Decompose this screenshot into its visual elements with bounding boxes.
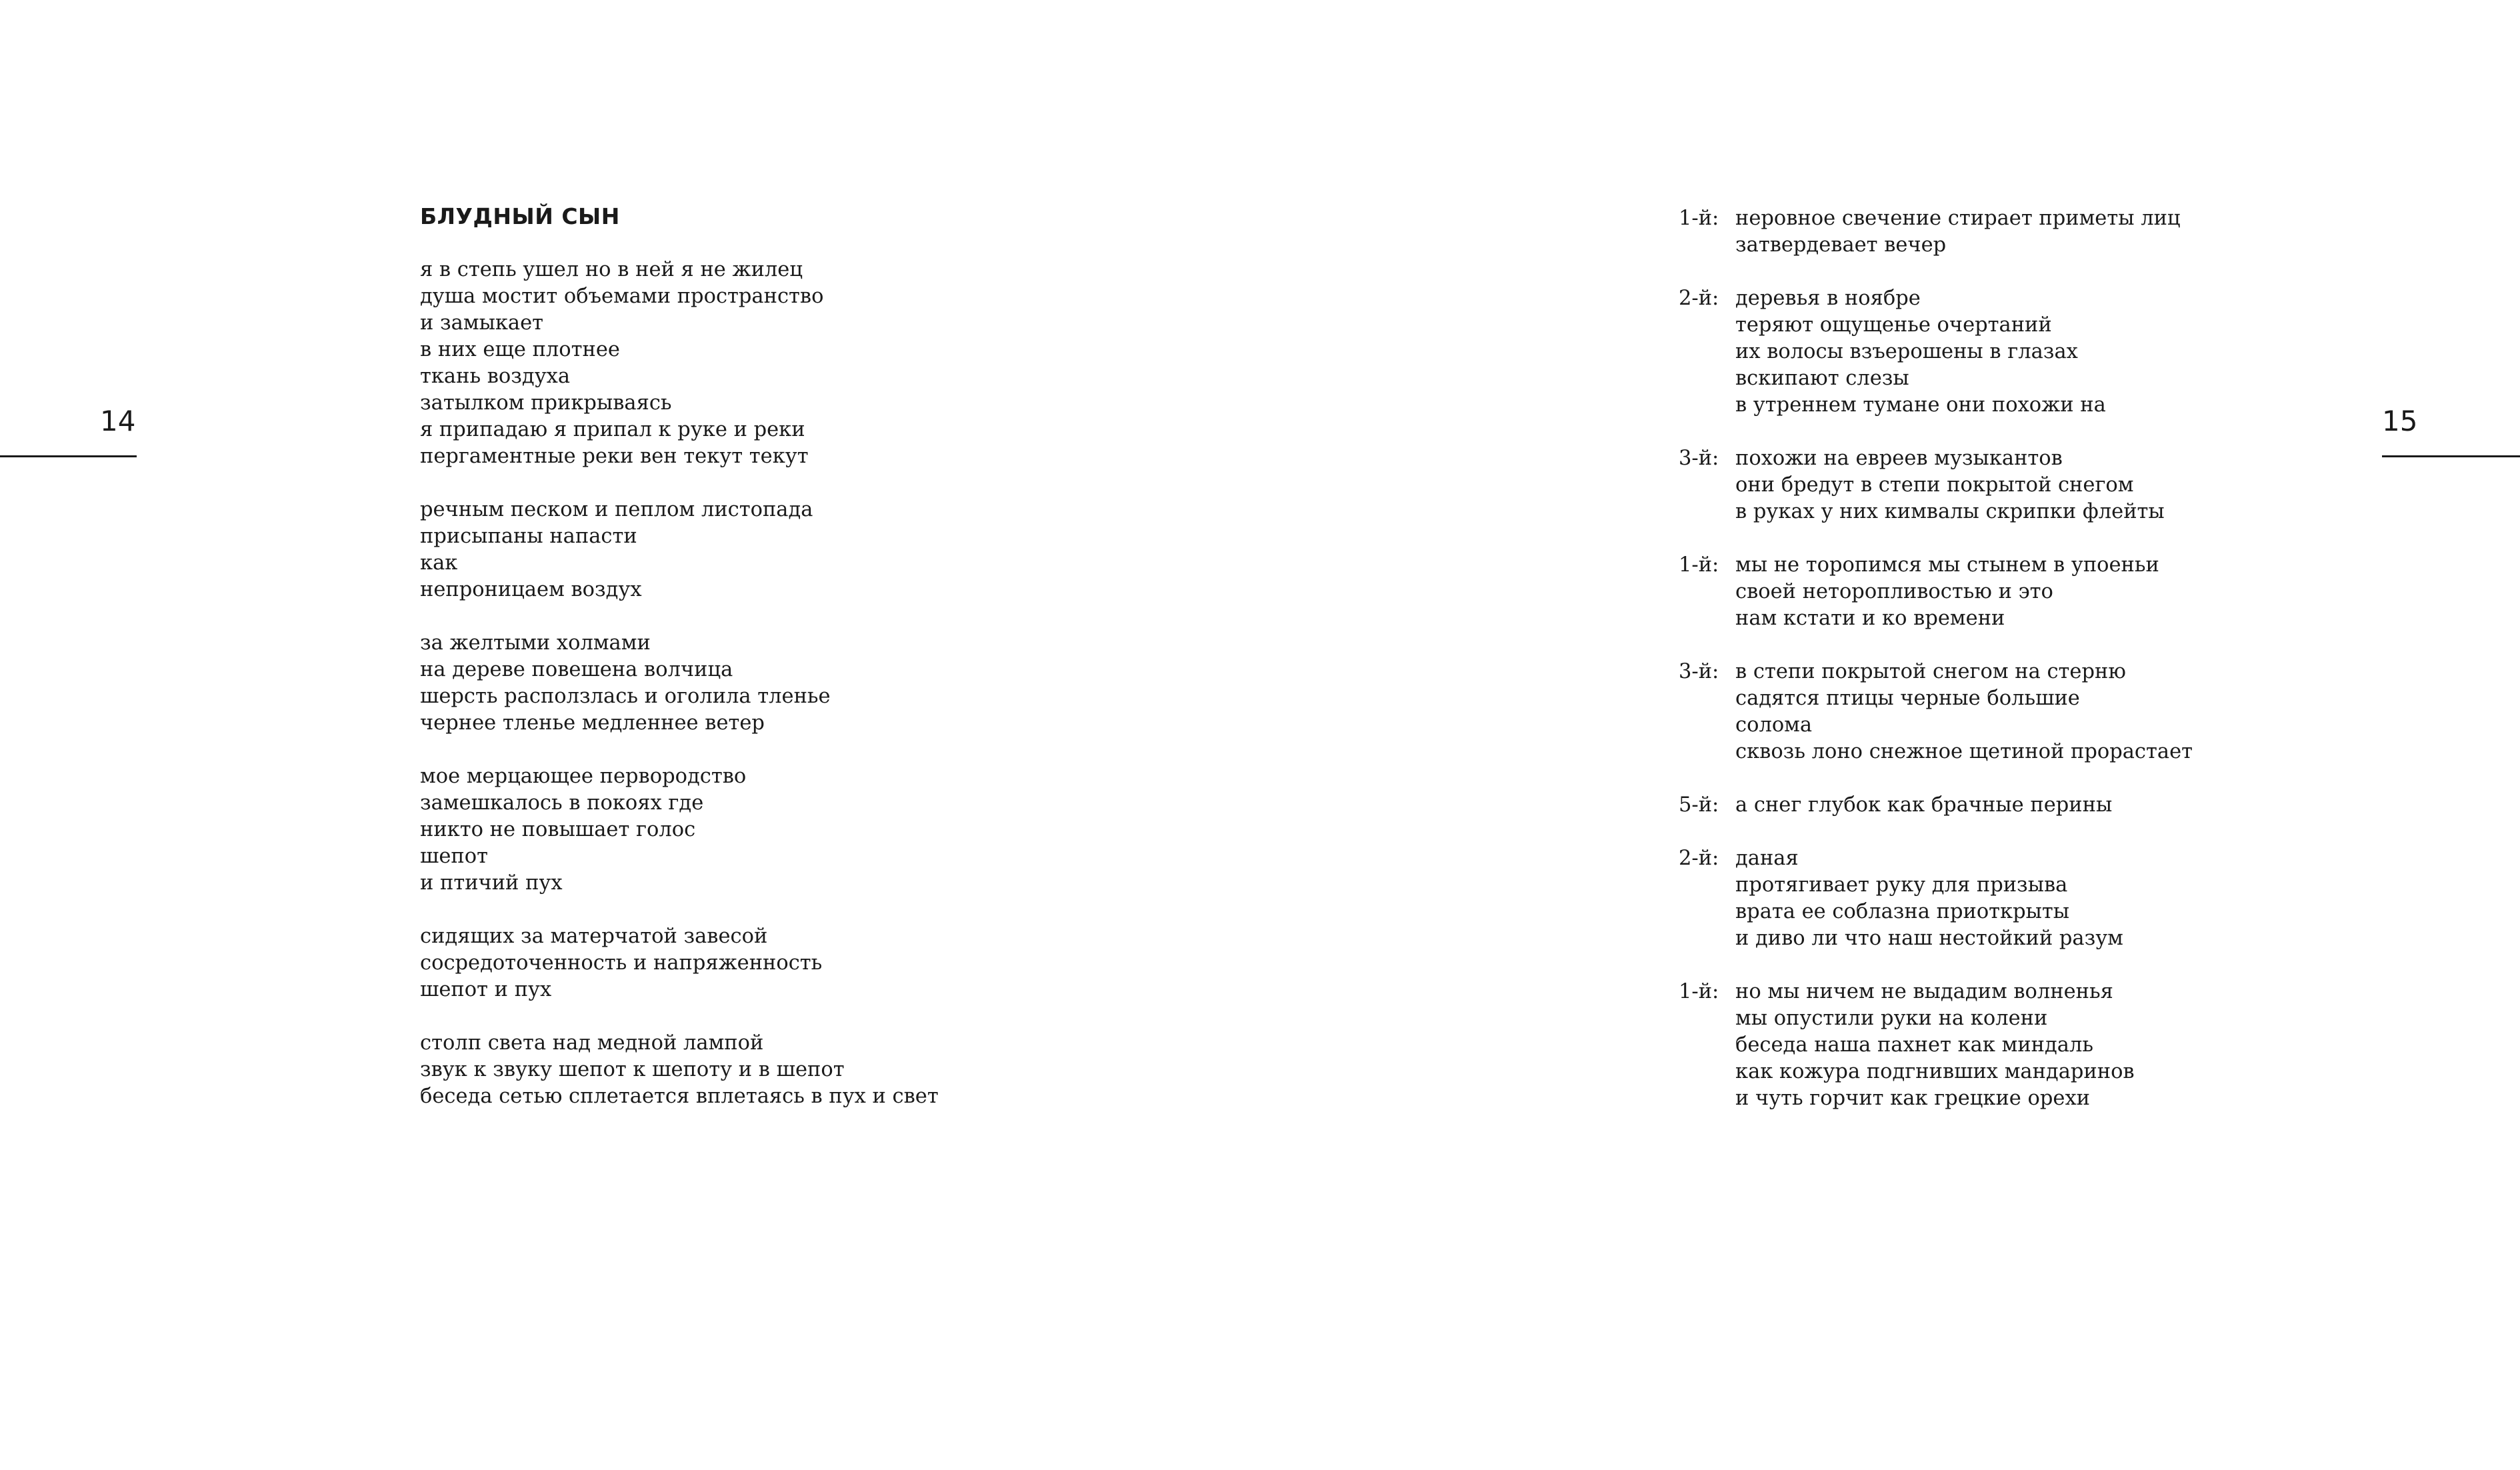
speech-line: и диво ли что наш нестойкий разум: [1735, 927, 2123, 950]
stanza: [420, 630, 1487, 737]
speech-line: сквозь лоно снежное щетиной прорастает: [1735, 740, 2193, 763]
poem-line: на дереве повешена волчица: [420, 658, 733, 681]
dialogue-entry: [1679, 285, 2372, 419]
speech-line: но мы ничем не выдадим волненья: [1735, 980, 2113, 1003]
dialogue-entry: [1679, 445, 2372, 525]
poem-line: столп света над медной лампой: [420, 1031, 764, 1055]
poem-line: в них еще плотнее: [420, 338, 620, 361]
speech-line: в степи покрытой снегом на стерню: [1735, 660, 2126, 683]
poem-line: я припадаю я припал к руке и реки: [420, 418, 805, 441]
poem-line: чернее тленье медленнее ветер: [420, 711, 765, 735]
speech-line: протягивает руку для призыва: [1735, 873, 2068, 897]
speech-line: вскипают слезы: [1735, 367, 1909, 390]
speech-line: врата ее соблазна приоткрыты: [1735, 900, 2070, 923]
poem-line: как: [420, 551, 458, 575]
speech-line: их волосы взъерошены в глазах: [1735, 340, 2078, 363]
speech-line: и чуть горчит как грецкие орехи: [1735, 1087, 2091, 1110]
speech-line: солома: [1735, 713, 1813, 737]
poem-line: и замыкает: [420, 311, 544, 335]
poem-line: за желтыми холмами: [420, 631, 651, 655]
speaker-label: 2-й:: [1679, 847, 1719, 870]
stanza: [420, 497, 1487, 603]
speech-line: беседа наша пахнет как миндаль: [1735, 1033, 2093, 1057]
dialogue-entry: [1679, 205, 2372, 259]
speech-line: а снег глубок как брачные перины: [1735, 793, 2113, 817]
speaker-label: 3-й:: [1679, 660, 1719, 683]
poem-line: шепот: [420, 845, 488, 868]
poem-line: сидящих за матерчатой завесой: [420, 925, 768, 948]
speech: [1735, 792, 2372, 819]
speech-line: похожи на евреев музыкантов: [1735, 447, 2063, 470]
poem-title: БЛУДНЫЙ СЫН: [420, 203, 620, 229]
speech-line: неровное свечение стирает приметы лиц: [1735, 207, 2181, 230]
dialogue-entry: [1679, 552, 2372, 632]
poem-line: душа мостит объемами пространство: [420, 285, 824, 308]
poem-line: ткань воздуха: [420, 365, 571, 388]
poem-stanzas: [420, 257, 1487, 1110]
speech-line: мы опустили руки на колени: [1735, 1007, 2048, 1030]
dialogue-entry: [1679, 845, 2372, 952]
speaker-label: 5-й:: [1679, 793, 1719, 817]
speaker-label: 1-й:: [1679, 553, 1719, 577]
page-rule-right: [2382, 455, 2520, 457]
poem-column: [420, 203, 1487, 1137]
poem-line: шепот и пух: [420, 978, 552, 1001]
poem-line: присыпаны напасти: [420, 525, 637, 548]
poem-line: замешкалось в покоях где: [420, 791, 704, 815]
poem-line: звук к звуку шепот к шепоту и в шепот: [420, 1058, 845, 1081]
speech-line: даная: [1735, 847, 1799, 870]
speech: [1735, 285, 2372, 419]
page-rule-left: [0, 455, 137, 457]
page-number-right: 15: [2382, 405, 2418, 437]
poem-line: никто не повышает голос: [420, 818, 696, 841]
speech-line: нам кстати и ко времени: [1735, 607, 2005, 630]
stanza: [420, 763, 1487, 897]
speech-line: они бредут в степи покрытой снегом: [1735, 473, 2134, 497]
speech: [1735, 845, 2372, 952]
poem-line: беседа сетью сплетается вплетаясь в пух и свет: [420, 1085, 939, 1108]
speaker-label: 3-й:: [1679, 447, 1719, 470]
speech: [1735, 445, 2372, 525]
poem-line: сосредоточенность и напряженность: [420, 951, 823, 975]
poem-line: затылком прикрываясь: [420, 391, 672, 415]
poem-line: шерсть расползлась и оголила тленье: [420, 685, 831, 708]
speech-line: в утреннем тумане они похожи на: [1735, 393, 2106, 417]
stanza: [420, 1030, 1487, 1110]
speech: [1735, 979, 2372, 1112]
dialogue-entry: [1679, 659, 2372, 765]
speech-line: затвердевает вечер: [1735, 233, 1947, 257]
poem-line: я в степь ушел но в ней я не жилец: [420, 258, 803, 281]
speech-line: теряют ощущенье очертаний: [1735, 313, 2052, 337]
dialogue-entries: [1679, 205, 2372, 1112]
speech-line: деревья в ноябре: [1735, 287, 1921, 310]
dialogue-entry: [1679, 979, 2372, 1112]
page-number-left: 14: [100, 405, 136, 437]
dialogue-column: [1679, 205, 2372, 1139]
poem-line: пергаментные реки вен текут текут: [420, 445, 809, 468]
speech: [1735, 659, 2372, 765]
speech-line: садятся птицы черные большие: [1735, 687, 2080, 710]
poem-line: мое мерцающее первородство: [420, 765, 747, 788]
speech: [1735, 205, 2372, 259]
speech-line: мы не торопимся мы стынем в упоеньи: [1735, 553, 2159, 577]
speaker-label: 1-й:: [1679, 207, 1719, 230]
dialogue-entry: [1679, 792, 2372, 819]
speaker-label: 2-й:: [1679, 287, 1719, 310]
speaker-label: 1-й:: [1679, 980, 1719, 1003]
poem-line: непроницаем воздух: [420, 578, 642, 601]
poem-line: речным песком и пеплом листопада: [420, 498, 813, 521]
speech-line: своей неторопливостью и это: [1735, 580, 2053, 603]
stanza: [420, 923, 1487, 1003]
speech-line: как кожура подгнивших мандаринов: [1735, 1060, 2135, 1083]
speech-line: в руках у них кимвалы скрипки флейты: [1735, 500, 2165, 523]
speech: [1735, 552, 2372, 632]
stanza: [420, 257, 1487, 470]
poem-line: и птичий пух: [420, 871, 563, 895]
